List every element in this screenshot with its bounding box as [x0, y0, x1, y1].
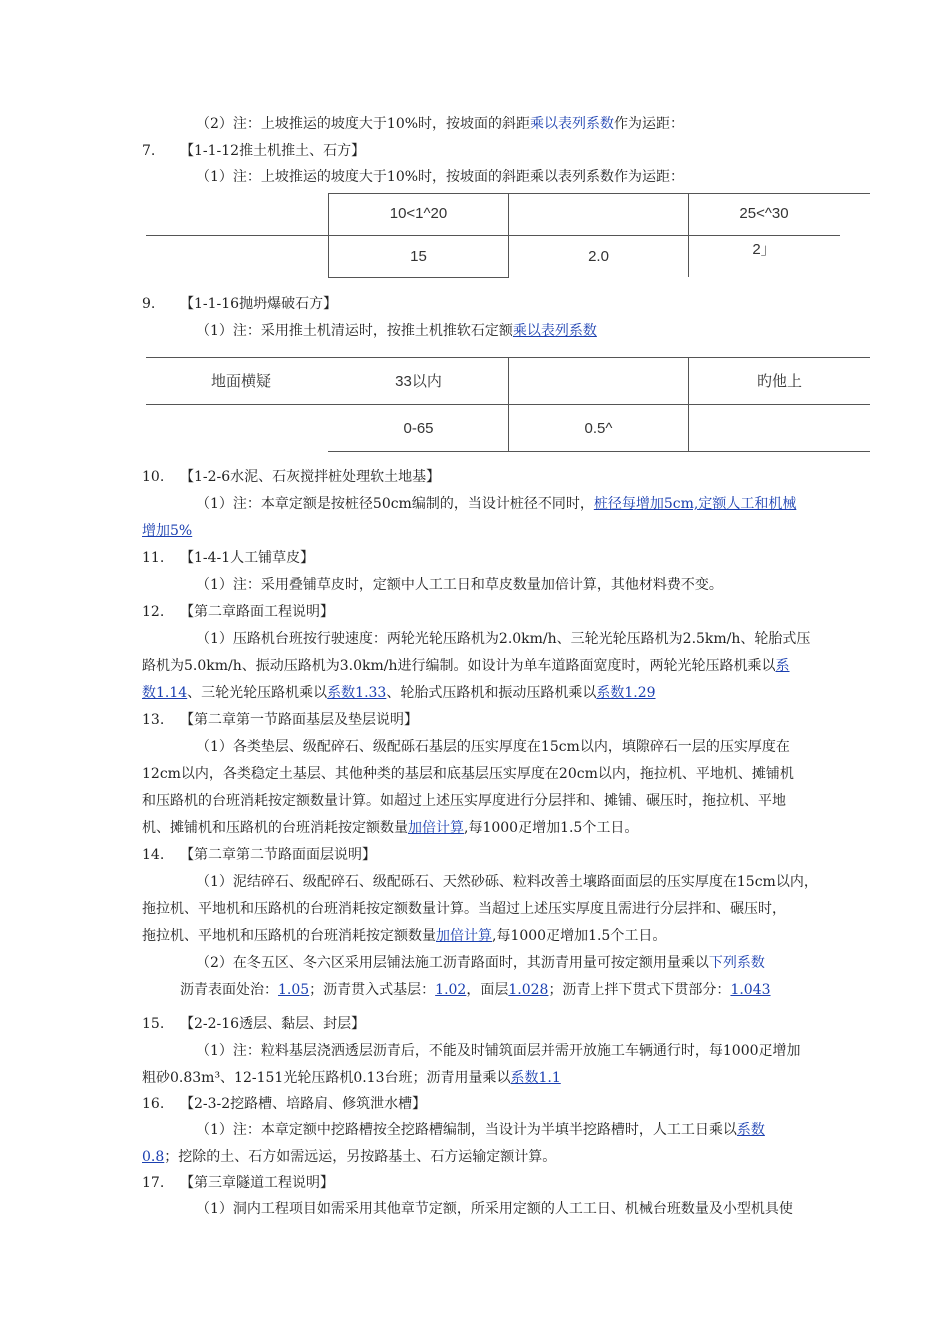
paragraph-line	[142, 926, 666, 946]
paragraph-line: （1）洞内工程项目如需采用其他章节定额，所采用定额的人工工日、机械台班数量及小型机具使	[196, 1201, 793, 1217]
section-title: 【2-3-2挖路槽、培路肩、修筑泄水槽】	[180, 1096, 427, 1112]
note-line	[142, 521, 192, 541]
paragraph-line: （1）压路机台班按行驶速度：两轮光轮压路机为2.0km/h、三轮光轮压路机为2.5km/h、轮胎式压	[196, 631, 811, 647]
paragraph-text: 沥青表面处治：	[180, 982, 278, 998]
section-title: 【1-4-1人工铺草皮】	[180, 550, 315, 566]
section-title: 【第二章路面工程说明】	[180, 604, 334, 620]
paragraph-line	[196, 1120, 765, 1140]
coefficient-link[interactable]: 系数1.1	[510, 1070, 561, 1086]
coefficient-link[interactable]: 0.8	[142, 1149, 165, 1165]
table-cell: 25<^30	[739, 205, 789, 222]
coefficient-link[interactable]: 数1.14	[142, 685, 188, 701]
paragraph-line: 和压路机的台班消耗按定额数量计算。如超过上述压实厚度进行分层拌和、摊铺、碾压时，拖拉机、平地	[142, 793, 786, 809]
section-number: 10.	[142, 469, 165, 485]
section-number: 15.	[142, 1016, 165, 1032]
paragraph-line	[180, 980, 771, 1000]
paragraph-line: （1）各类垫层、级配碎石、级配砾石基层的压实厚度在15cm以内，填隙碎石一层的压实厚度在	[196, 739, 790, 755]
coefficient-link[interactable]: 系数1.29	[596, 685, 656, 701]
paragraph-text: ,每1000疋增加1.5个工日。	[464, 820, 639, 836]
note-text: （1）注：本章定额是按桩径50cm编制的，当设计桩径不同时，	[196, 496, 594, 512]
paragraph-line: （1）泥结碎石、级配碎石、级配砾石、天然砂砾、粒料改善土壤路面面层的压实厚度在15cm以内，	[196, 874, 818, 890]
paragraph-text: ，面层	[466, 982, 509, 998]
coefficient-link[interactable]: 增加5%	[142, 523, 193, 539]
paragraph-text: （1）注：本章定额中挖路槽按全挖路槽编制，当设计为半填半挖路槽时，人工工日乘以	[196, 1122, 737, 1138]
section-number: 7.	[142, 143, 156, 159]
paragraph-text: 、轮胎式压路机和振动压路机乘以	[386, 685, 597, 701]
section-number: 13.	[142, 712, 165, 728]
coefficient-link[interactable]: 系数1.33	[327, 685, 387, 701]
section-number: 16.	[142, 1096, 165, 1112]
double-calc-link[interactable]: 加倍计算	[436, 928, 492, 944]
coefficient-link[interactable]: 1.043	[730, 982, 771, 998]
note-line	[196, 494, 796, 514]
table-cell: 2」	[752, 241, 776, 258]
coefficient-link[interactable]: 1.028	[508, 982, 549, 998]
table-cell: 旳他上	[756, 373, 802, 390]
section-number: 12.	[142, 604, 165, 620]
paragraph-text: 拖拉机、平地机和压路机的台班消耗按定额数量	[142, 928, 436, 944]
paragraph-text: 粗砂0.83m³、12-151光轮压路机0.13台班；沥青用量乘以	[142, 1070, 511, 1086]
table-cell: 33以内	[395, 373, 442, 390]
paragraph-line: 拖拉机、平地机和压路机的台班消耗按定额数量计算。当超过上述压实厚度且需进行分层拌和、碾压时，	[142, 901, 786, 917]
table-cell: 0.5^	[584, 420, 613, 437]
table-cell: 10<1^20	[389, 205, 448, 222]
double-calc-link[interactable]: 加倍计算	[408, 820, 464, 836]
paragraph-line	[142, 818, 638, 838]
table-cell: 地面横疑	[210, 373, 271, 390]
table-cell: 2.0	[588, 248, 609, 265]
paragraph-line	[196, 953, 765, 973]
coefficient-link[interactable]: 系数	[736, 1122, 765, 1138]
paragraph-line	[142, 683, 656, 703]
paragraph-text: 、三轮光轮压路机乘以	[187, 685, 328, 701]
note-text: （2）注：上坡推运的坡度大于10%时，按坡面的斜距	[196, 116, 531, 132]
coefficient-text: 乘以表列系数	[530, 116, 615, 132]
section-title: 【1-1-16抛坍爆破石方】	[180, 296, 338, 312]
coefficient-link[interactable]: 桩径每增加5cm,定额人工和机械	[593, 496, 797, 512]
coefficient-text: 下列系数	[708, 955, 765, 971]
section-number: 11.	[142, 550, 165, 566]
section-title: 【第二章第一节路面基层及垫层说明】	[180, 712, 418, 728]
paragraph-text: 机、摊铺机和压路机的台班消耗按定额数量	[142, 820, 408, 836]
section-number: 14.	[142, 847, 165, 863]
paragraph-text: 路机为5.0km/h、振动压路机为3.0km/h进行编制。如设计为单车道路面宽度时，两轮光轮压路机乘以	[142, 658, 776, 674]
coefficient-link[interactable]: 乘以表列系数	[512, 323, 597, 339]
paragraph-line	[142, 1068, 561, 1088]
section-number: 9.	[142, 296, 156, 312]
paragraph-text: ；沥青上拌下贯式下贯部分：	[548, 982, 731, 998]
coefficient-link[interactable]: 1.02	[435, 982, 467, 998]
paragraph-line	[142, 656, 790, 676]
table-cell: 0-65	[403, 420, 434, 437]
section-title: 【1-1-12推土机推土、石方】	[180, 143, 366, 159]
section-number: 17.	[142, 1175, 165, 1191]
note-text: 作为运距：	[614, 116, 685, 132]
table-cell: 15	[410, 248, 427, 265]
section-title: 【第三章隧道工程说明】	[180, 1175, 334, 1191]
paragraph-line: 12cm以内，各类稳定土基层、其他种类的基层和底基层压实厚度在20cm以内，拖拉机、平地机、摊铺机	[142, 766, 794, 782]
note-text: （1）注：采用推土机清运时，按推土机推软石定额	[196, 323, 513, 339]
section-title: 【第二章第二节路面面层说明】	[180, 847, 376, 863]
paragraph-line: （1）注：粒料基层浇洒透层沥青后，不能及时铺筑面层并需开放施工车辆通行时，每1000疋增加	[196, 1043, 801, 1059]
paragraph-text: ,每1000疋增加1.5个工日。	[492, 928, 667, 944]
paragraph-text: ；挖除的土、石方如需远运，另按路基土、石方运输定额计算。	[164, 1149, 557, 1165]
note-line: （1）注：上坡推运的坡度大于10%时，按坡面的斜距乘以表列系数作为运距：	[196, 169, 685, 185]
paragraph-text: （2）在冬五区、冬六区采用层铺法施工沥青路面时，其沥青用量可按定额用量乘以	[196, 955, 709, 971]
note-line	[196, 321, 597, 341]
paragraph-line	[142, 1147, 556, 1167]
section-title: 【2-2-16透层、黏层、封层】	[180, 1016, 366, 1032]
coefficient-link[interactable]: 1.05	[278, 982, 310, 998]
paragraph-text: ；沥青贯入式基层：	[309, 982, 436, 998]
note-line: （1）注：采用叠铺草皮时，定额中人工工日和草皮数量加倍计算，其他材料费不变。	[196, 577, 723, 593]
section-title: 【1-2-6水泥、石灰搅拌桩处理软土地基】	[180, 469, 441, 485]
coefficient-link[interactable]: 系	[775, 658, 790, 674]
note-line	[196, 114, 684, 134]
